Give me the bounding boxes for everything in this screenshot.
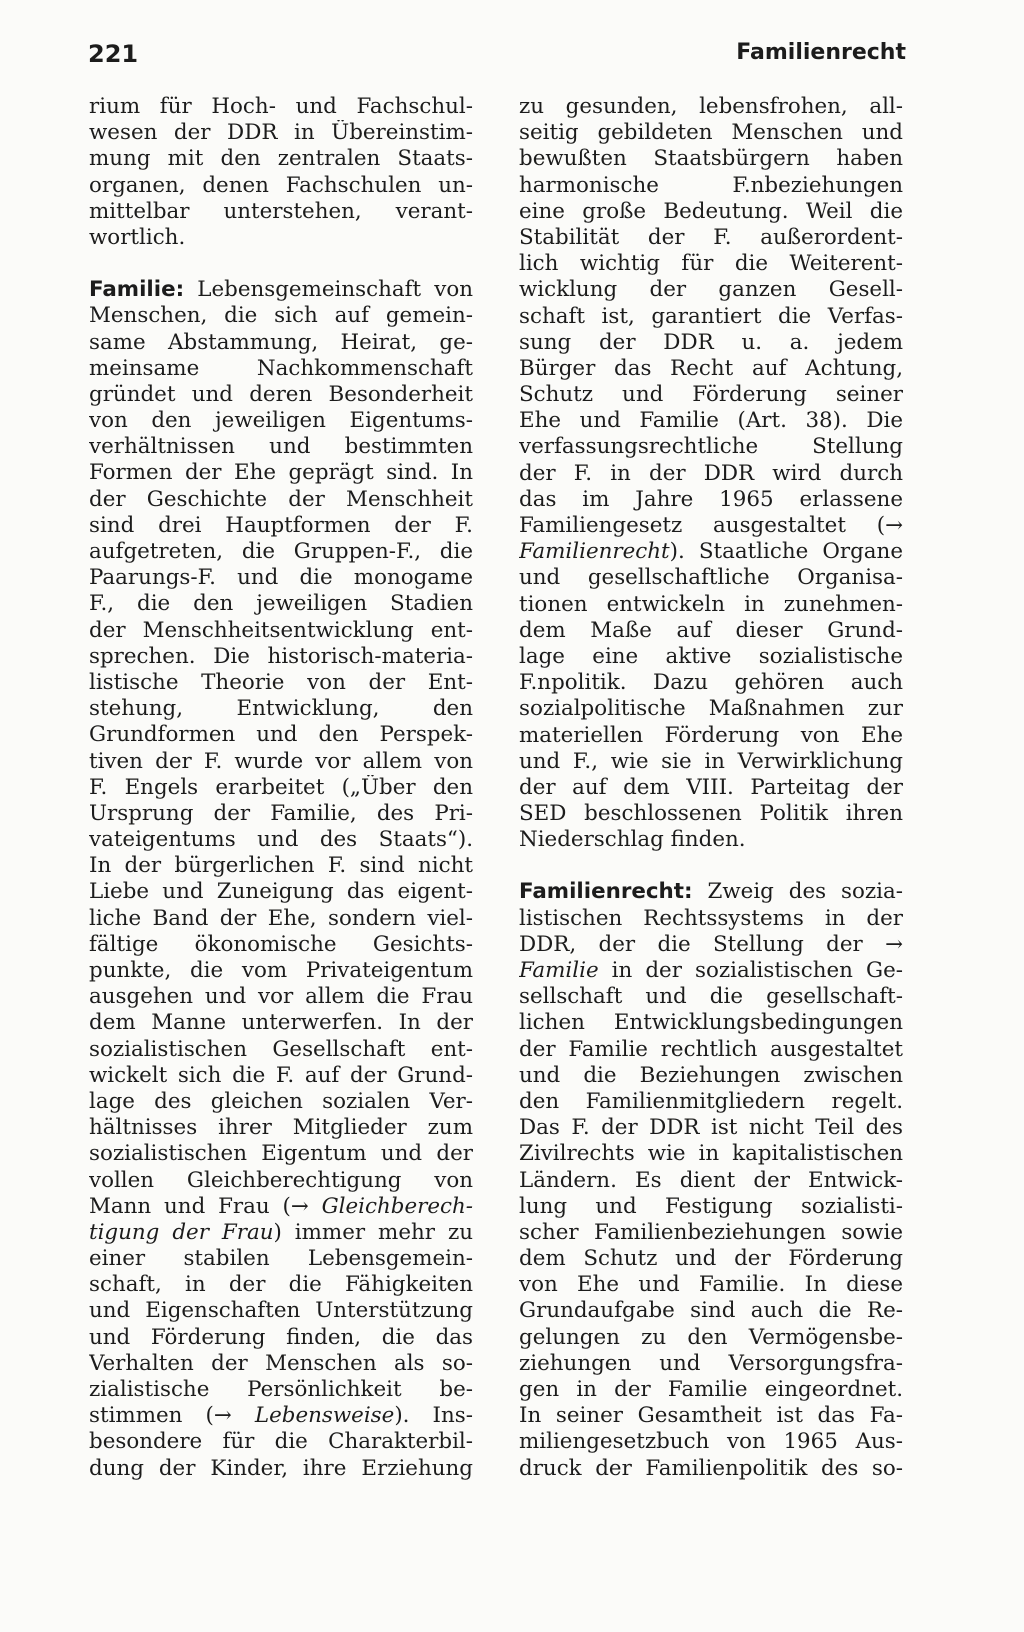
text-line: Stabilität der F. außerordent-	[519, 224, 903, 250]
text-line: F.npolitik. Dazu gehören auch	[519, 670, 903, 696]
text-line: stehung, Entwicklung, den	[89, 696, 473, 722]
text-line: besondere für die Charakterbil-	[89, 1429, 473, 1455]
text-line: und Eigenschaften Unterstützung	[89, 1298, 473, 1324]
text-line: In seiner Gesamtheit ist das Fa-	[519, 1403, 903, 1429]
text-line: Das F. der DDR ist nicht Teil des	[519, 1115, 903, 1141]
cross-reference[interactable]: Gleichberech-	[321, 1193, 473, 1219]
text-line: DDR, der die Stellung der →	[519, 931, 903, 957]
text-line: schaft ist, garantiert die Verfas-	[519, 303, 903, 329]
text-line: ausgehen und vor allem die Frau	[89, 984, 473, 1010]
text-line: gelungen zu den Vermögensbe-	[519, 1324, 903, 1350]
text-line: lichen Entwicklungsbedingungen	[519, 1010, 903, 1036]
entry-keyword: Familienrecht:	[519, 879, 693, 905]
text-line: das im Jahre 1965 erlassene	[519, 486, 903, 512]
continuation-paragraph	[89, 94, 473, 251]
entry-body	[519, 906, 903, 958]
text-line: der Geschichte der Menschheit	[89, 486, 473, 512]
entry-familie	[89, 277, 473, 1482]
paragraph-body	[519, 94, 903, 539]
text-line: Niederschlag finden.	[519, 827, 746, 853]
text-line: sozialistischen Gesellschaft ent-	[89, 1036, 473, 1062]
text-line: sung der DDR u. a. jedem	[519, 329, 903, 355]
text-line: Familiengesetz ausgestaltet (→	[519, 513, 903, 538]
text-line: verhältnissen und bestimmten	[89, 434, 473, 460]
text-line: Schutz und Förderung seiner	[519, 382, 903, 408]
text-line: Ursprung der Familie, des Pri-	[89, 800, 473, 826]
text-line: wesen der DDR in Übereinstim-	[89, 120, 473, 146]
text-line: Grundaufgabe sind auch die Re-	[519, 1298, 903, 1324]
cross-reference[interactable]: Lebensweise	[254, 1403, 395, 1429]
text-line: dem Maße auf dieser Grund-	[519, 617, 903, 643]
text-line: dung der Kinder, ihre Erziehung	[89, 1455, 473, 1481]
text-line: der auf dem VIII. Parteitag der	[519, 774, 903, 800]
text-line: tionen entwickeln in zunehmen-	[519, 591, 903, 617]
entry-familienrecht	[519, 879, 903, 1481]
text-line: F., die den jeweiligen Stadien	[89, 591, 473, 617]
text-line: Liebe und Zuneigung das eigent-	[89, 879, 473, 905]
text-line: Grundformen und den Perspek-	[89, 722, 473, 748]
text-line: SED beschlossenen Politik ihren	[519, 801, 903, 827]
text-line: Ehe und Familie (Art. 38). Die	[519, 408, 903, 434]
text-line: von den jeweiligen Eigentums-	[89, 408, 473, 434]
text-line: schaft, in der die Fähigkeiten	[89, 1272, 473, 1298]
paragraph-gap	[519, 853, 903, 879]
text-line: Formen der Ehe geprägt sind. In	[89, 460, 473, 486]
cross-reference[interactable]: Familie	[519, 958, 599, 983]
text-line: Familienrecht: Zweig des sozia-	[519, 879, 903, 905]
text-line: liche Band der Ehe, sondern viel-	[89, 905, 473, 931]
text-line: druck der Familienpolitik des so-	[519, 1455, 903, 1481]
text-line: scher Familienbeziehungen sowie	[519, 1219, 903, 1245]
text-line: wickelt sich die F. auf der Grund-	[89, 1062, 473, 1088]
text-line: mittelbar unterstehen, verant-	[89, 198, 473, 224]
text-line: sozialistischen Eigentum und der	[89, 1141, 473, 1167]
text-line: lich wichtig für die Weiterent-	[519, 251, 903, 277]
text-line: meinsame Nachkommenschaft	[89, 355, 473, 381]
entry-body	[89, 303, 473, 1193]
text-line: listischen Rechtssystems in der	[519, 905, 903, 931]
cross-reference[interactable]: tigung der Frau	[89, 1219, 274, 1245]
text-line: tigung der Frau) immer mehr zu	[89, 1219, 473, 1245]
text-line: der F. in der DDR wird durch	[519, 460, 903, 486]
text-line: dem Manne unterwerfen. In der	[89, 1010, 473, 1036]
right-column	[519, 94, 903, 1482]
text-line: und Förderung finden, die das	[89, 1324, 473, 1350]
text-line: dem Schutz und der Förderung	[519, 1246, 903, 1272]
text-line: Paarungs-F. und die monogame	[89, 565, 473, 591]
text-line: mung mit den zentralen Staats-	[89, 146, 473, 172]
text-line: der Familie rechtlich ausgestaltet	[519, 1036, 903, 1062]
text-line: sozialpolitische Maßnahmen zur	[519, 696, 903, 722]
continuation-paragraph	[519, 94, 903, 853]
text-line: von Ehe und Familie. In diese	[519, 1272, 903, 1298]
text-line: In der bürgerlichen F. sind nicht	[89, 853, 473, 879]
text-line: listische Theorie von der Ent-	[89, 669, 473, 695]
text-line: tiven der F. wurde vor allem von	[89, 748, 473, 774]
text-line: punkte, die vom Privateigentum	[89, 958, 473, 983]
page-number: 221	[88, 40, 139, 68]
text-line: Zivilrechts wie in kapitalistischen	[519, 1141, 903, 1167]
text-line: vollen Gleichberechtigung von	[89, 1167, 473, 1193]
text-line: zialistische Persönlichkeit be-	[89, 1377, 473, 1402]
text-line: bewußten Staatsbürgern haben	[519, 146, 903, 172]
entry-body	[519, 984, 903, 1482]
text-line: harmonische F.nbeziehungen	[519, 172, 903, 198]
text-line: Familie: Lebensgemeinschaft von	[89, 277, 473, 303]
text-line: verfassungsrechtliche Stellung	[519, 434, 903, 460]
text-line: hältnisses ihrer Mitglieder zum	[89, 1115, 473, 1141]
text-line: und die Beziehungen zwischen	[519, 1062, 903, 1088]
text-line: Menschen, die sich auf gemein-	[89, 303, 473, 329]
text-line: ziehungen und Versorgungsfra-	[519, 1350, 903, 1376]
text-line: Bürger das Recht auf Achtung,	[519, 355, 903, 381]
entry-body	[89, 1429, 473, 1481]
text-line: lage des gleichen sozialen Ver-	[89, 1088, 473, 1114]
running-head: Familienrecht	[736, 40, 906, 65]
text-line: Verhalten der Menschen als so-	[89, 1350, 473, 1376]
text-line: Ländern. Es dient der Entwick-	[519, 1167, 903, 1193]
text-line: lage eine aktive sozialistische	[519, 643, 903, 669]
entry-keyword: Familie:	[89, 277, 185, 303]
page-header	[88, 40, 906, 80]
text-line: sind drei Hauptformen der F.	[89, 512, 473, 538]
text-line: same Abstammung, Heirat, ge-	[89, 329, 473, 355]
paragraph-gap	[89, 251, 473, 277]
entry-body	[89, 1246, 473, 1403]
text-line: organen, denen Fachschulen un-	[89, 172, 473, 198]
text-line: materiellen Förderung von Ehe	[519, 722, 903, 748]
paragraph-body	[519, 565, 903, 853]
text-line: und gesellschaftliche Organisa-	[519, 565, 903, 591]
text-line: lung und Festigung sozialisti-	[519, 1193, 903, 1219]
text-line: rium für Hoch- und Fachschul-	[89, 94, 473, 119]
text-line: Familienrecht). Staatliche Organe	[519, 539, 903, 565]
text-line: einer stabilen Lebensgemein-	[89, 1246, 473, 1272]
text-line: F. Engels erarbeitet („Über den	[89, 774, 473, 800]
text-line: Familie in der sozialistischen Ge-	[519, 958, 903, 983]
text-line: gründet und deren Besonderheit	[89, 381, 473, 407]
text-line: eine große Bedeutung. Weil die	[519, 198, 903, 224]
text-line: der Menschheitsentwicklung ent-	[89, 617, 473, 643]
text-line: aufgetreten, die Gruppen-F., die	[89, 539, 473, 564]
text-line: fältige ökonomische Gesichts-	[89, 931, 473, 957]
text-line: Mann und Frau (→ Gleichberech-	[89, 1193, 473, 1219]
text-line: wicklung der ganzen Gesell-	[519, 277, 903, 303]
text-line: wortlich.	[89, 224, 186, 250]
text-line: sellschaft und die gesellschaft-	[519, 984, 903, 1010]
text-line: sprechen. Die historisch-materia-	[89, 643, 473, 669]
text-line: zu gesunden, lebensfrohen, all-	[519, 94, 903, 119]
text-line: gen in der Familie eingeordnet.	[519, 1377, 903, 1402]
text-line: miliengesetzbuch von 1965 Aus-	[519, 1429, 903, 1455]
text-line: und F., wie sie in Verwirklichung	[519, 748, 903, 774]
text-line: stimmen (→ Lebensweise). Ins-	[89, 1403, 473, 1429]
left-column	[89, 94, 473, 1482]
text-line: seitig gebildeten Menschen und	[519, 120, 903, 146]
text-line: vateigentums und des Staats“).	[89, 827, 473, 853]
text-line: den Familienmitgliedern regelt.	[519, 1088, 903, 1114]
cross-reference[interactable]: Familienrecht	[519, 539, 670, 565]
